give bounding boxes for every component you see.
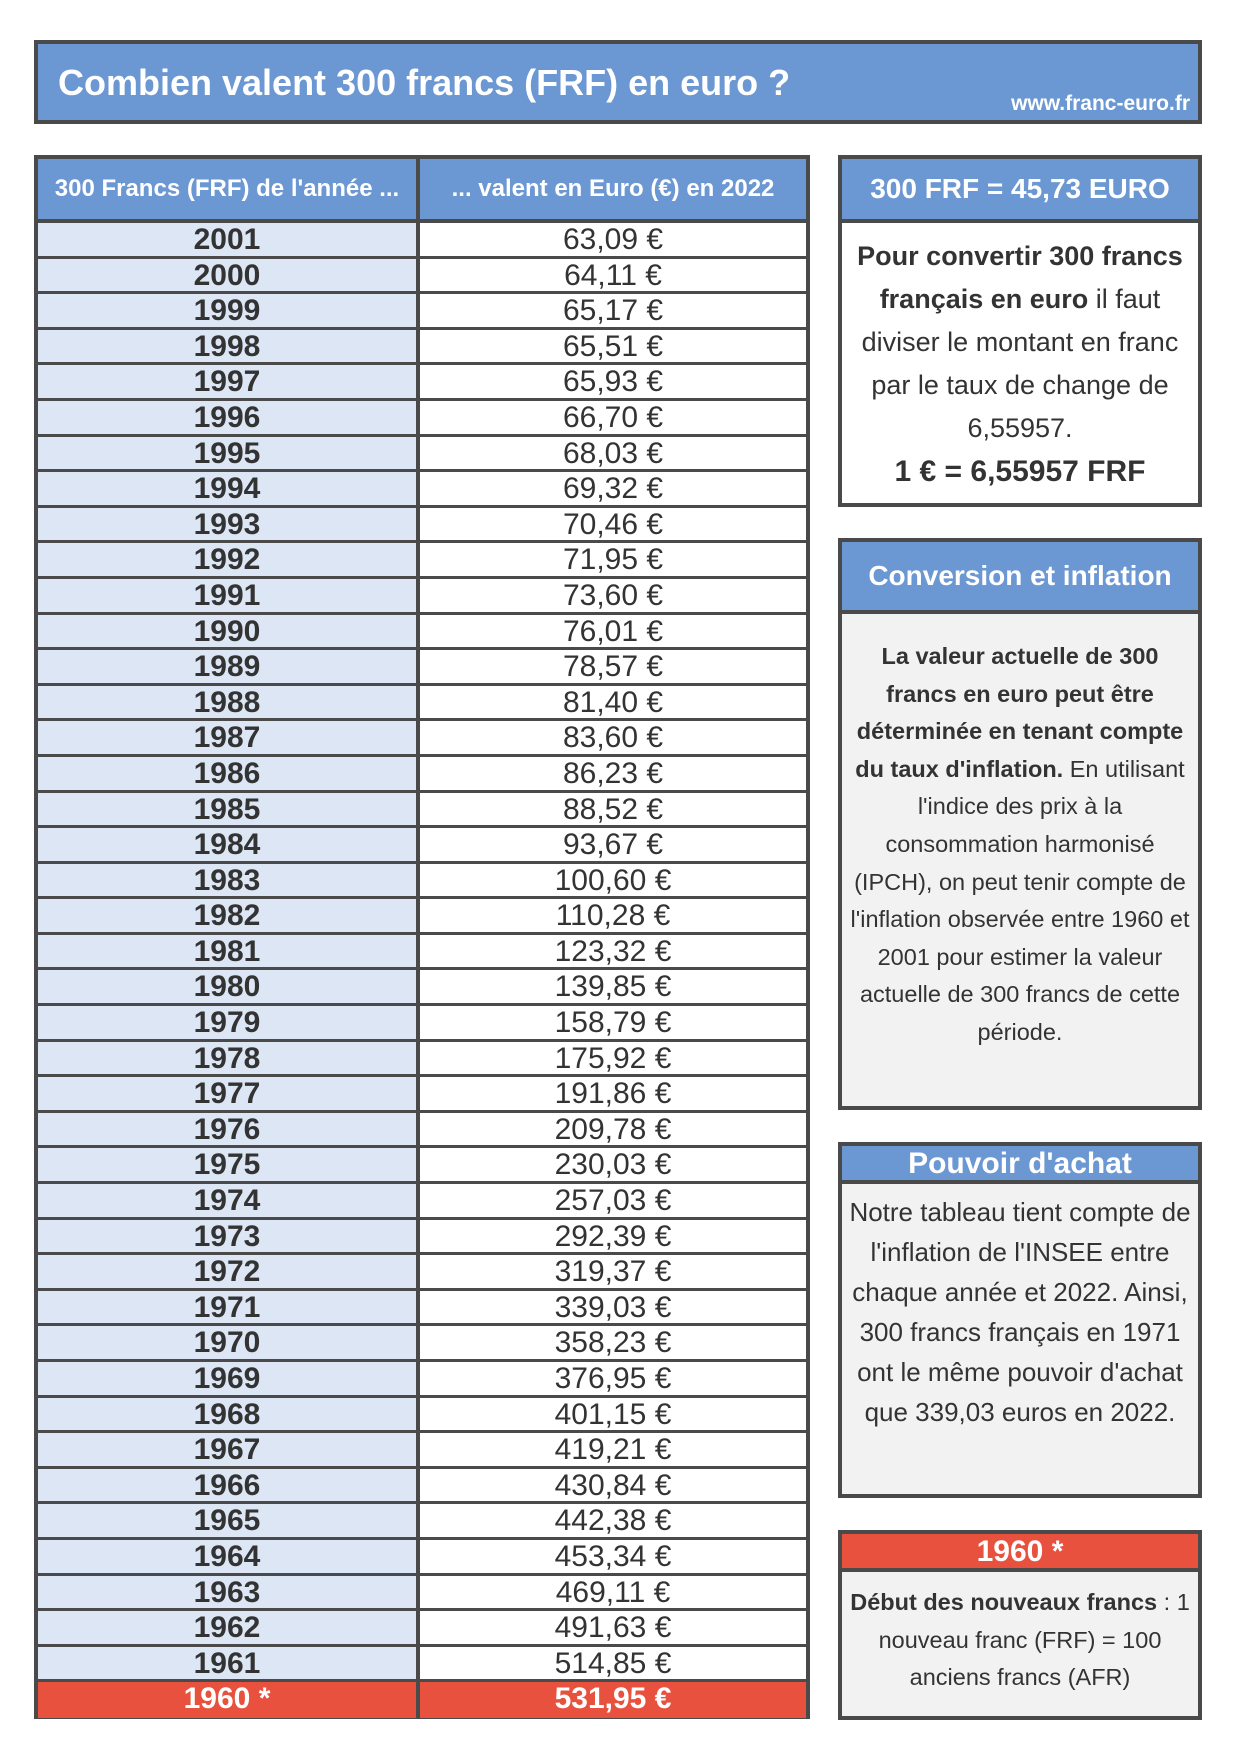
table-row xyxy=(38,650,806,686)
table-row xyxy=(38,1362,806,1398)
value-cell: 64,11 € xyxy=(420,259,806,292)
table-row xyxy=(38,223,806,259)
table-row xyxy=(38,1611,806,1647)
table-row xyxy=(38,1326,806,1362)
table-row xyxy=(38,1042,806,1078)
table-row xyxy=(38,1113,806,1149)
table-row xyxy=(38,899,806,935)
table-row xyxy=(38,1682,806,1718)
value-cell: 319,37 € xyxy=(420,1255,806,1288)
value-cell: 339,03 € xyxy=(420,1291,806,1324)
value-cell: 66,70 € xyxy=(420,401,806,434)
year-cell: 1966 xyxy=(38,1469,420,1502)
year-cell: 1968 xyxy=(38,1398,420,1431)
year-cell: 1986 xyxy=(38,757,420,790)
year-cell: 1971 xyxy=(38,1291,420,1324)
table-row xyxy=(38,1255,806,1291)
year-cell: 1960 * xyxy=(38,1682,420,1718)
table-row xyxy=(38,259,806,295)
value-cell: 93,67 € xyxy=(420,828,806,861)
table-row xyxy=(38,615,806,651)
new-franc-box-title: 1960 * xyxy=(842,1534,1198,1572)
table-row xyxy=(38,401,806,437)
table-row xyxy=(38,472,806,508)
value-cell: 88,52 € xyxy=(420,793,806,826)
table-row xyxy=(38,1220,806,1256)
year-cell: 1969 xyxy=(38,1362,420,1395)
rate-box-text: il faut diviser le montant en franc par le taux de change de 6,55957. xyxy=(861,284,1179,443)
value-cell: 469,11 € xyxy=(420,1576,806,1609)
value-cell: 531,95 € xyxy=(420,1682,806,1718)
table-row xyxy=(38,1398,806,1434)
page-header xyxy=(34,40,1202,124)
new-franc-box xyxy=(838,1530,1202,1720)
year-cell: 1963 xyxy=(38,1576,420,1609)
year-cell: 1983 xyxy=(38,864,420,897)
table-row xyxy=(38,1540,806,1576)
table-row xyxy=(38,1291,806,1327)
year-cell: 1995 xyxy=(38,437,420,470)
value-cell: 65,93 € xyxy=(420,365,806,398)
value-cell: 257,03 € xyxy=(420,1184,806,1217)
inflation-box-title: Conversion et inflation xyxy=(842,542,1198,614)
year-cell: 1976 xyxy=(38,1113,420,1146)
value-cell: 110,28 € xyxy=(420,899,806,932)
table-row xyxy=(38,1576,806,1612)
year-cell: 1991 xyxy=(38,579,420,612)
table-row xyxy=(38,1148,806,1184)
year-cell: 1965 xyxy=(38,1504,420,1537)
year-cell: 1970 xyxy=(38,1326,420,1359)
inflation-box xyxy=(838,538,1202,1110)
value-cell: 68,03 € xyxy=(420,437,806,470)
table-row xyxy=(38,543,806,579)
year-cell: 1999 xyxy=(38,294,420,327)
value-cell: 73,60 € xyxy=(420,579,806,612)
inflation-box-body xyxy=(842,614,1198,1052)
rate-box-title: 300 FRF = 45,73 EURO xyxy=(842,159,1198,223)
value-cell: 63,09 € xyxy=(420,223,806,256)
table-row xyxy=(38,579,806,615)
year-cell: 1975 xyxy=(38,1148,420,1181)
rate-line: 1 € = 6,55957 FRF xyxy=(894,455,1146,488)
value-cell: 491,63 € xyxy=(420,1611,806,1644)
year-cell: 1987 xyxy=(38,721,420,754)
value-cell: 65,51 € xyxy=(420,330,806,363)
site-url: www.franc-euro.fr xyxy=(1011,92,1190,115)
year-cell: 1964 xyxy=(38,1540,420,1573)
year-cell: 1980 xyxy=(38,970,420,1003)
value-cell: 376,95 € xyxy=(420,1362,806,1395)
table-row xyxy=(38,935,806,971)
year-cell: 1981 xyxy=(38,935,420,968)
value-cell: 430,84 € xyxy=(420,1469,806,1502)
purchasing-power-box xyxy=(838,1142,1202,1498)
year-cell: 1998 xyxy=(38,330,420,363)
conversion-table xyxy=(34,155,810,1719)
table-row xyxy=(38,437,806,473)
inflation-box-text: En utilisant l'indice des prix à la consommation harmonisé (IPCH), on peut tenir compte de l'inflation observée entre 1960 et 2001 pour estimer la valeur actuelle de 300 francs de cette période. xyxy=(850,755,1190,1045)
value-cell: 230,03 € xyxy=(420,1148,806,1181)
value-cell: 81,40 € xyxy=(420,686,806,719)
year-cell: 1997 xyxy=(38,365,420,398)
value-cell: 100,60 € xyxy=(420,864,806,897)
purchasing-power-box-text: Notre tableau tient compte de l'inflation de l'INSEE entre chaque année et 2022. Ainsi, 300 francs français en 1971 ont le même pouvoir d'achat que 339,03 euros en 2022. xyxy=(849,1197,1191,1427)
value-cell: 292,39 € xyxy=(420,1220,806,1253)
rate-box xyxy=(838,155,1202,507)
value-cell: 358,23 € xyxy=(420,1326,806,1359)
rate-box-text-bold: Pour convertir 300 francs français en euro xyxy=(857,241,1183,314)
value-cell: 65,17 € xyxy=(420,294,806,327)
table-header xyxy=(38,159,806,223)
new-franc-box-text: : 1 nouveau franc (FRF) = 100 anciens francs (AFR) xyxy=(878,1589,1190,1690)
year-cell: 1990 xyxy=(38,615,420,648)
year-cell: 1972 xyxy=(38,1255,420,1288)
value-cell: 453,34 € xyxy=(420,1540,806,1573)
value-cell: 514,85 € xyxy=(420,1647,806,1680)
table-row xyxy=(38,1647,806,1683)
year-cell: 1977 xyxy=(38,1077,420,1110)
value-cell: 191,86 € xyxy=(420,1077,806,1110)
value-cell: 158,79 € xyxy=(420,1006,806,1039)
value-cell: 442,38 € xyxy=(420,1504,806,1537)
table-row xyxy=(38,1077,806,1113)
year-cell: 1985 xyxy=(38,793,420,826)
year-cell: 1962 xyxy=(38,1611,420,1644)
value-cell: 209,78 € xyxy=(420,1113,806,1146)
column-header-value: ... valent en Euro (€) en 2022 xyxy=(451,175,775,202)
value-cell: 70,46 € xyxy=(420,508,806,541)
year-cell: 1989 xyxy=(38,650,420,683)
value-cell: 175,92 € xyxy=(420,1042,806,1075)
table-row xyxy=(38,757,806,793)
year-cell: 1993 xyxy=(38,508,420,541)
table-row xyxy=(38,1184,806,1220)
column-header-year: 300 Francs (FRF) de l'année ... xyxy=(38,159,420,219)
table-row xyxy=(38,1433,806,1469)
table-row xyxy=(38,1006,806,1042)
year-cell: 1961 xyxy=(38,1647,420,1680)
year-cell: 2001 xyxy=(38,223,420,256)
year-cell: 1988 xyxy=(38,686,420,719)
value-cell: 419,21 € xyxy=(420,1433,806,1466)
page-title: Combien valent 300 francs (FRF) en euro ? xyxy=(58,62,791,103)
year-cell: 1979 xyxy=(38,1006,420,1039)
year-cell: 1992 xyxy=(38,543,420,576)
year-cell: 2000 xyxy=(38,259,420,292)
value-cell: 401,15 € xyxy=(420,1398,806,1431)
table-row xyxy=(38,365,806,401)
value-cell: 83,60 € xyxy=(420,721,806,754)
value-cell: 78,57 € xyxy=(420,650,806,683)
table-row xyxy=(38,330,806,366)
table-row xyxy=(38,686,806,722)
year-cell: 1984 xyxy=(38,828,420,861)
table-row xyxy=(38,1504,806,1540)
value-cell: 71,95 € xyxy=(420,543,806,576)
inflation-box-text-bold: La valeur actuelle de 300 francs en euro peut être déterminée en tenant compte du taux d'inflation. xyxy=(855,643,1184,782)
table-row xyxy=(38,793,806,829)
year-cell: 1973 xyxy=(38,1220,420,1253)
year-cell: 1978 xyxy=(38,1042,420,1075)
rate-box-body xyxy=(842,223,1198,494)
table-body xyxy=(38,223,806,1718)
value-cell: 123,32 € xyxy=(420,935,806,968)
new-franc-box-text-bold: Début des nouveaux francs xyxy=(850,1589,1158,1615)
year-cell: 1967 xyxy=(38,1433,420,1466)
year-cell: 1994 xyxy=(38,472,420,505)
value-cell: 69,32 € xyxy=(420,472,806,505)
value-cell: 76,01 € xyxy=(420,615,806,648)
table-row xyxy=(38,294,806,330)
new-franc-box-body xyxy=(842,1572,1198,1697)
table-row xyxy=(38,970,806,1006)
year-cell: 1982 xyxy=(38,899,420,932)
purchasing-power-box-title: Pouvoir d'achat xyxy=(842,1146,1198,1184)
table-row xyxy=(38,828,806,864)
year-cell: 1974 xyxy=(38,1184,420,1217)
table-row xyxy=(38,864,806,900)
table-row xyxy=(38,1469,806,1505)
year-cell: 1996 xyxy=(38,401,420,434)
table-row xyxy=(38,721,806,757)
value-cell: 86,23 € xyxy=(420,757,806,790)
table-row xyxy=(38,508,806,544)
value-cell: 139,85 € xyxy=(420,970,806,1003)
